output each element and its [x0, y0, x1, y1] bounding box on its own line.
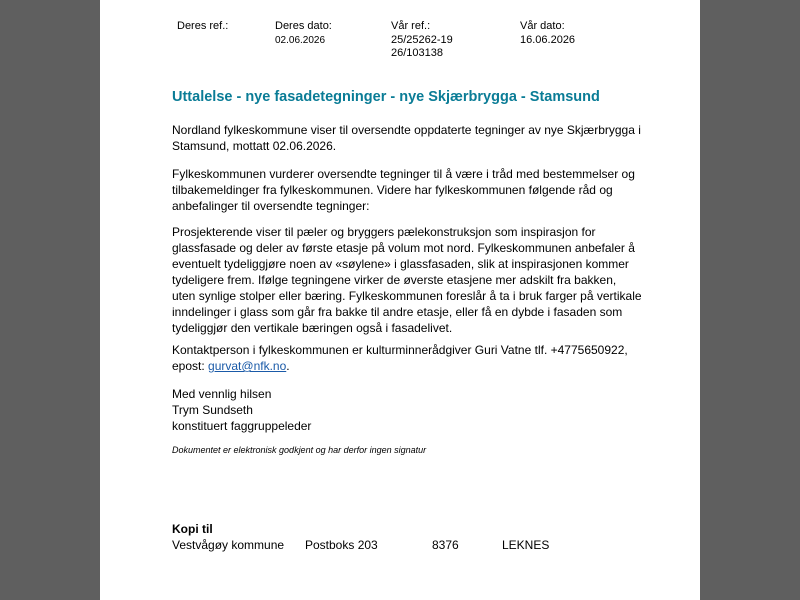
var-dato-label: Vår dato: [520, 20, 565, 32]
signer-name: Trym Sundseth [172, 403, 253, 417]
kopi-title: Kopi til [172, 522, 213, 536]
var-ref-label: Vår ref.: [391, 20, 431, 32]
kopi-recipient-postcode: 8376 [432, 538, 459, 552]
document-title: Uttalelse - nye fasadetegninger - nye Skjærbrygga - Stamsund [172, 89, 600, 105]
paragraph-1: Nordland fylkeskommune viser til oversendte oppdaterte tegninger av nye Skjærbrygga i Stamsund, mottatt 02.06.2026. [172, 123, 641, 153]
paragraph-assessment [172, 166, 642, 214]
contact-text: Kontaktperson i fylkeskommunen er kulturminnerådgiver Guri Vatne tlf. +4775650922, epost: [172, 343, 628, 373]
contact-email-link[interactable]: gurvat@nfk.no [208, 359, 287, 373]
var-ref-line2: 26/103138 [391, 47, 443, 59]
closing-block [172, 386, 642, 434]
kopi-recipient-name: Vestvågøy kommune [172, 538, 285, 552]
closing-greeting: Med vennlig hilsen [172, 387, 272, 401]
deres-dato-value: 02.06.2026 [275, 35, 326, 46]
deres-dato-label: Deres dato: [275, 20, 332, 32]
paragraph-recommendations [172, 224, 642, 336]
paragraph-2: Fylkeskommunen vurderer oversendte tegninger til å være i tråd med bestemmelser og tilbakemeldinger fra fylkeskommunen. Videre har fylkeskommunen følgende råd og anbefalinger til oversendte tegninger: [172, 167, 635, 213]
paragraph-contact [172, 342, 642, 374]
document-page [100, 0, 700, 600]
signature-note: Dokumentet er elektronisk godkjent og har derfor ingen signatur [172, 445, 427, 455]
kopi-recipient-address: Postboks 203 [305, 538, 378, 552]
contact-end: . [286, 359, 290, 373]
paragraph-3: Prosjekterende viser til pæler og bryggers pælekonstruksjon som inspirasjon for glassfasade og deler av første etasje på volum mot nord. Fylkeskommunen anbefaler å eventuelt tydeliggjøre noen av «søylene» i glassfasaden, slik at inspirasjonen kommer tydeligere frem. Ifølge tegningene virker de øverste etasjene mer adskilt fra bakken, uten synlige stolper eller bæring. Fylkeskommunen foreslår å ta i bruk farger på vertikale inndelinger i glass som går fra bakke til andre etasje, eller få en dybde i fasaden som tydeliggjør den vertikale bæringen også i fasadelivet. [172, 225, 642, 335]
var-dato-value: 16.06.2026 [520, 34, 576, 46]
deres-ref-label: Deres ref.: [177, 20, 229, 32]
paragraph-intro [172, 122, 642, 154]
var-ref-line1: 25/25262-19 [391, 34, 453, 46]
kopi-recipient-city: LEKNES [502, 538, 550, 552]
signer-role: konstituert faggruppeleder [172, 419, 312, 433]
